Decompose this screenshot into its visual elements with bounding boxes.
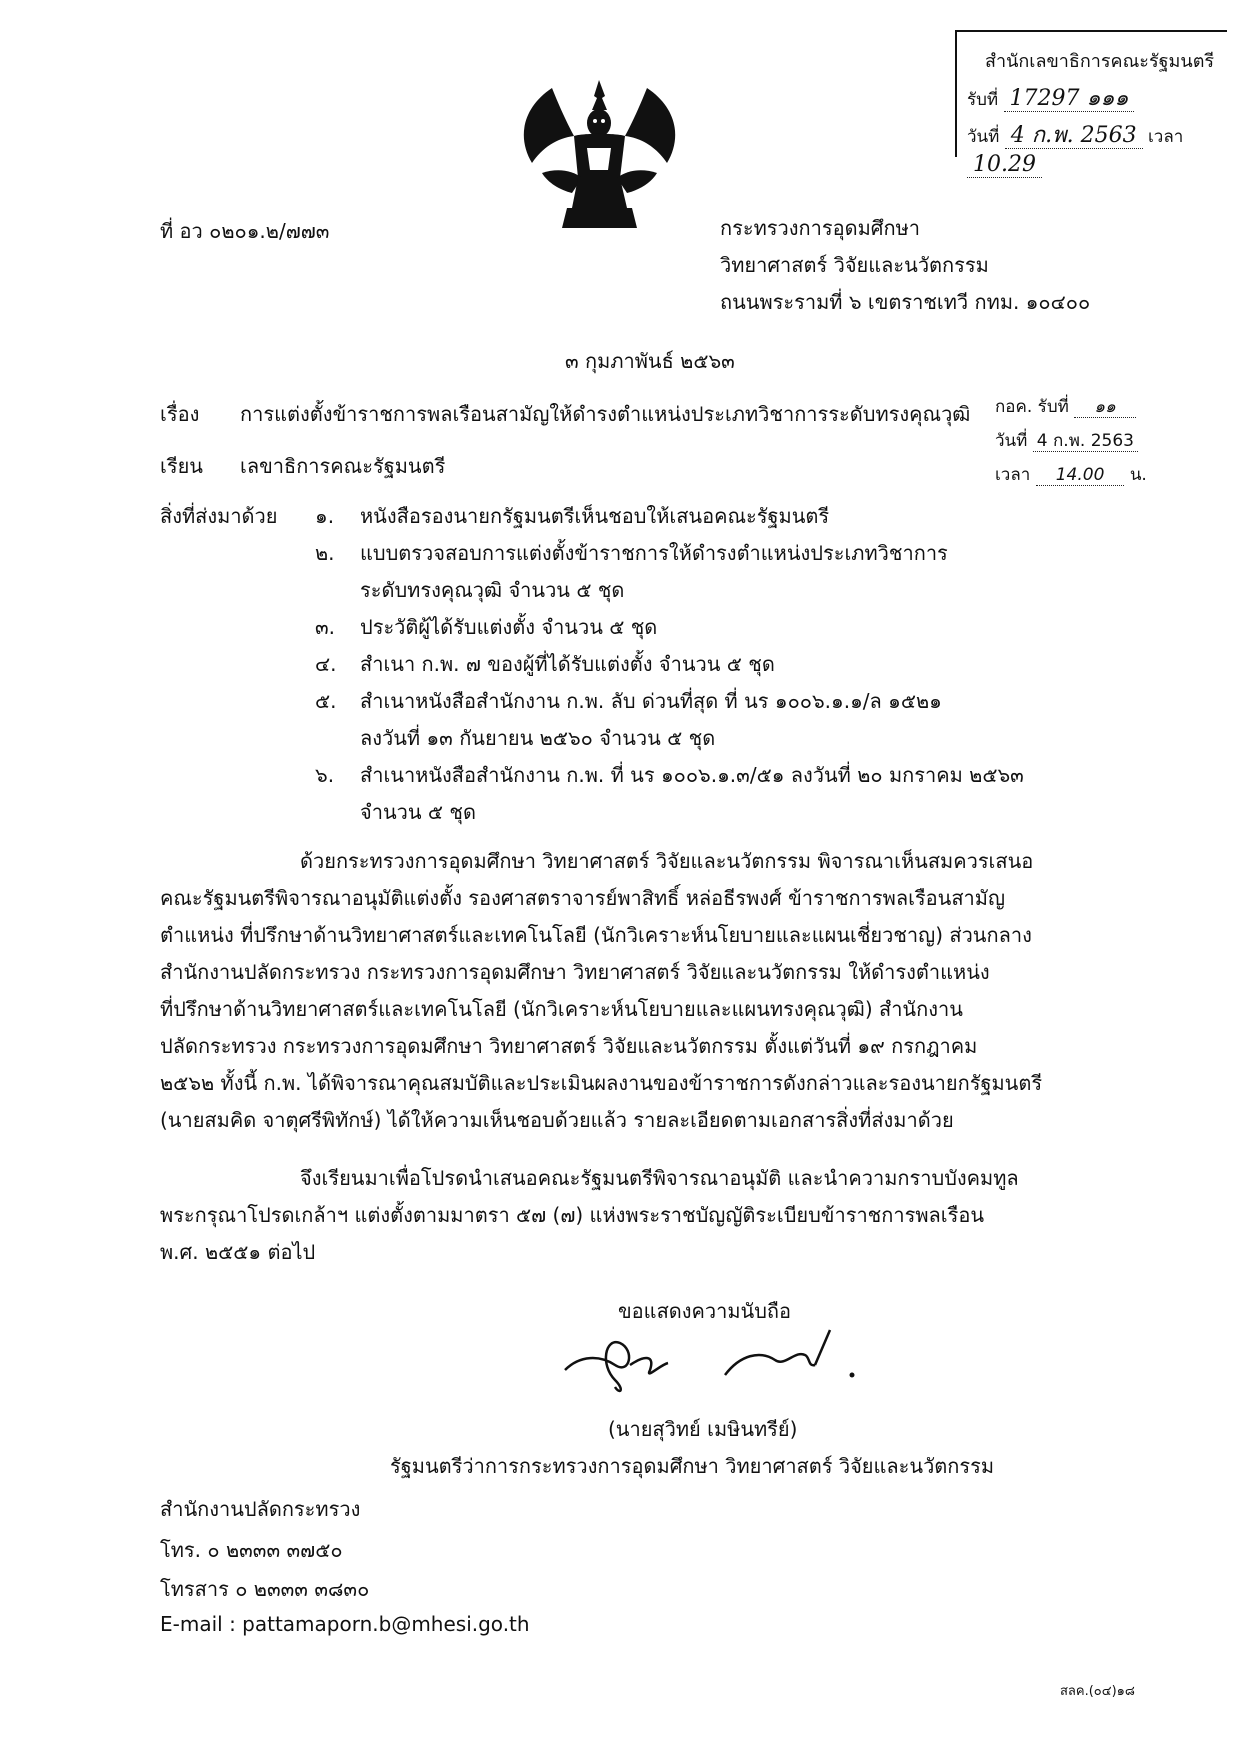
attachment-text: จำนวน ๕ ชุด (360, 800, 476, 824)
signatory-name: (นายสุวิทย์ เมษินทรีย์) (608, 1417, 798, 1441)
attachment-text: แบบตรวจสอบการแต่งตั้งข้าราชการให้ดำรงตำแหน่งประเภทวิชาการ (360, 541, 948, 565)
stamp-title: สำนักเลขาธิการคณะรัฐมนตรี (985, 51, 1215, 72)
attachment-item (160, 759, 1160, 796)
attachment-item-continued (160, 722, 1160, 759)
signature-icon (560, 1325, 910, 1395)
document-reference: ที่ อว ๐๒๐๑.๒/๗๗๓ (160, 219, 330, 243)
attachment-text: ลงวันที่ ๑๓ กันยายน ๒๕๖๐ จำนวน ๕ ชุด (360, 726, 716, 750)
subject-label: เรื่อง (160, 402, 200, 426)
stamp2-time-row (995, 458, 1147, 492)
body-line: ตำแหน่ง ที่ปรึกษาด้านวิทยาศาสตร์และเทคโนโลยี (นักวิเคราะห์นโยบายและแผนเชี่ยวชาญ) ส่วนกลาง (160, 923, 1032, 947)
stamp-date-label: วันที่ (967, 127, 1000, 147)
attachment-text: สำเนาหนังสือสำนักงาน ก.พ. ลับ ด่วนที่สุด ที่ นร ๑๐๐๖.๑.๑/ล ๑๕๒๑ (360, 689, 942, 713)
body-line: (นายสมคิด จาตุศรีพิทักษ์) ได้ให้ความเห็นชอบด้วยแล้ว รายละเอียดตามเอกสารสิ่งที่ส่งมาด้วย (160, 1108, 954, 1132)
sender-address (720, 210, 1090, 321)
garuda-emblem-icon (512, 78, 687, 233)
stamp2-received-row (995, 390, 1147, 424)
signatory-position: รัฐมนตรีว่าการกระทรวงการอุดมศึกษา วิทยาศาสตร์ วิจัยและนวัตกรรม (390, 1454, 995, 1478)
attachment-text: สำเนาหนังสือสำนักงาน ก.พ. ที่ นร ๑๐๐๖.๑.๓/๕๑ ลงวันที่ ๒๐ มกราคม ๒๕๖๓ (360, 763, 1024, 787)
document-code: สลค.(๐๔)๑๘ (1060, 1684, 1135, 1699)
attachment-number: ๑. (315, 504, 335, 528)
attachment-number: ๖. (315, 763, 335, 787)
attachment-number: ๔. (315, 652, 337, 676)
attachment-number: ๓. (315, 615, 336, 639)
secondary-receipt-stamp (995, 390, 1147, 492)
body-line: ๒๕๖๒ ทั้งนี้ ก.พ. ได้พิจารณาคุณสมบัติและประเมินผลงานของข้าราชการดังกล่าวและรองนายกรัฐมนตรี (160, 1071, 1043, 1095)
recipient-text: เลขาธิการคณะรัฐมนตรี (240, 454, 446, 478)
attachment-text: ระดับทรงคุณวุฒิ จำนวน ๕ ชุด (360, 578, 625, 602)
stamp-date-value: 4 ก.พ. 2563 (1005, 123, 1143, 149)
sender-line: ถนนพระรามที่ ๖ เขตราชเทวี กทม. ๑๐๔๐๐ (720, 290, 1091, 314)
attachment-item (160, 611, 1160, 648)
sender-line: กระทรวงการอุดมศึกษา (720, 216, 920, 240)
body-line: สำนักงานปลัดกระทรวง กระทรวงการอุดมศึกษา วิทยาศาสตร์ วิจัยและนวัตกรรม ให้ดำรงตำแหน่ง (160, 960, 990, 984)
attachment-text: ประวัติผู้ได้รับแต่งตั้ง จำนวน ๕ ชุด (360, 615, 658, 639)
attachment-item (160, 500, 1160, 537)
stamp2-time-value: 14.00 (1036, 465, 1125, 486)
body-line: ที่ปรึกษาด้านวิทยาศาสตร์และเทคโนโลยี (นักวิเคราะห์นโยบายและแผนทรงคุณวุฒิ) สำนักงาน (160, 997, 963, 1021)
stamp-date-row (967, 117, 1227, 177)
stamp-received-row (967, 80, 1134, 115)
body-paragraph-1 (160, 843, 1120, 1139)
body-paragraph-2 (160, 1160, 1120, 1271)
attachment-text: สำเนา ก.พ. ๗ ของผู้ที่ได้รับแต่งตั้ง จำนวน ๕ ชุด (360, 652, 775, 676)
body-line: ปลัดกระทรวง กระทรวงการอุดมศึกษา วิทยาศาสตร์ วิจัยและนวัตกรรม ตั้งแต่วันที่ ๑๙ กรกฎาคม (160, 1034, 978, 1058)
attachment-item (160, 648, 1160, 685)
stamp2-time-unit: น. (1129, 465, 1147, 485)
footer-email: E-mail : pattamaporn.b@mhesi.go.th (160, 1612, 530, 1636)
attachment-item-continued (160, 796, 1160, 833)
stamp-received-label: รับที่ (967, 90, 999, 110)
body-line: พระกรุณาโปรดเกล้าฯ แต่งตั้งตามมาตรา ๕๗ (๗) แห่งพระราชบัญญัติระเบียบข้าราชการพลเรือน (160, 1203, 985, 1227)
stamp2-time-label: เวลา (995, 465, 1031, 485)
closing-salutation: ขอแสดงความนับถือ (618, 1299, 792, 1323)
attachment-item (160, 537, 1160, 574)
footer-phone: โทร. ๐ ๒๓๓๓ ๓๗๕๐ (160, 1538, 343, 1562)
body-line: จึงเรียนมาเพื่อโปรดนำเสนอคณะรัฐมนตรีพิจารณาอนุมัติ และนำความกราบบังคมทูล (300, 1166, 1019, 1190)
body-line: คณะรัฐมนตรีพิจารณาอนุมัติแต่งตั้ง รองศาสตราจารย์พาสิทธิ์ หล่อธีรพงศ์ ข้าราชการพลเรือนสามัญ (160, 886, 1005, 910)
attachment-item-continued (160, 574, 1160, 611)
document-date: ๓ กุมภาพันธ์ ๒๕๖๓ (565, 349, 735, 373)
stamp2-received-value: ๑๑ (1074, 397, 1136, 418)
attachment-number: ๕. (315, 689, 337, 713)
stamp-time-label: เวลา (1147, 127, 1184, 147)
stamp2-date-value: 4 ก.พ. 2563 (1033, 431, 1138, 452)
attachment-text: หนังสือรองนายกรัฐมนตรีเห็นชอบให้เสนอคณะรัฐมนตรี (360, 504, 830, 528)
receipt-stamp (955, 30, 1227, 177)
attachments-label: สิ่งที่ส่งมาด้วย (160, 504, 278, 528)
footer-fax: โทรสาร ๐ ๒๓๓๓ ๓๘๓๐ (160, 1577, 370, 1601)
subject-text: การแต่งตั้งข้าราชการพลเรือนสามัญให้ดำรงตำแหน่งประเภทวิชาการระดับทรงคุณวุฒิ (240, 402, 971, 426)
stamp-received-value: 17297 ๑๑๑ (1004, 86, 1135, 112)
attachment-number: ๒. (315, 541, 335, 565)
attachment-item (160, 685, 1160, 722)
footer-office: สำนักงานปลัดกระทรวง (160, 1497, 361, 1521)
attachments-list (160, 500, 1160, 833)
body-line: พ.ศ. ๒๕๕๑ ต่อไป (160, 1240, 316, 1264)
stamp2-date-row (995, 424, 1147, 458)
stamp2-received-label: กอค. รับที่ (995, 397, 1069, 417)
recipient-label: เรียน (160, 454, 203, 478)
stamp-time-value: 10.29 (967, 152, 1042, 178)
stamp2-date-label: วันที่ (995, 431, 1028, 451)
body-line: ด้วยกระทรวงการอุดมศึกษา วิทยาศาสตร์ วิจัยและนวัตกรรม พิจารณาเห็นสมควรเสนอ (300, 849, 1034, 873)
sender-line: วิทยาศาสตร์ วิจัยและนวัตกรรม (720, 253, 989, 277)
